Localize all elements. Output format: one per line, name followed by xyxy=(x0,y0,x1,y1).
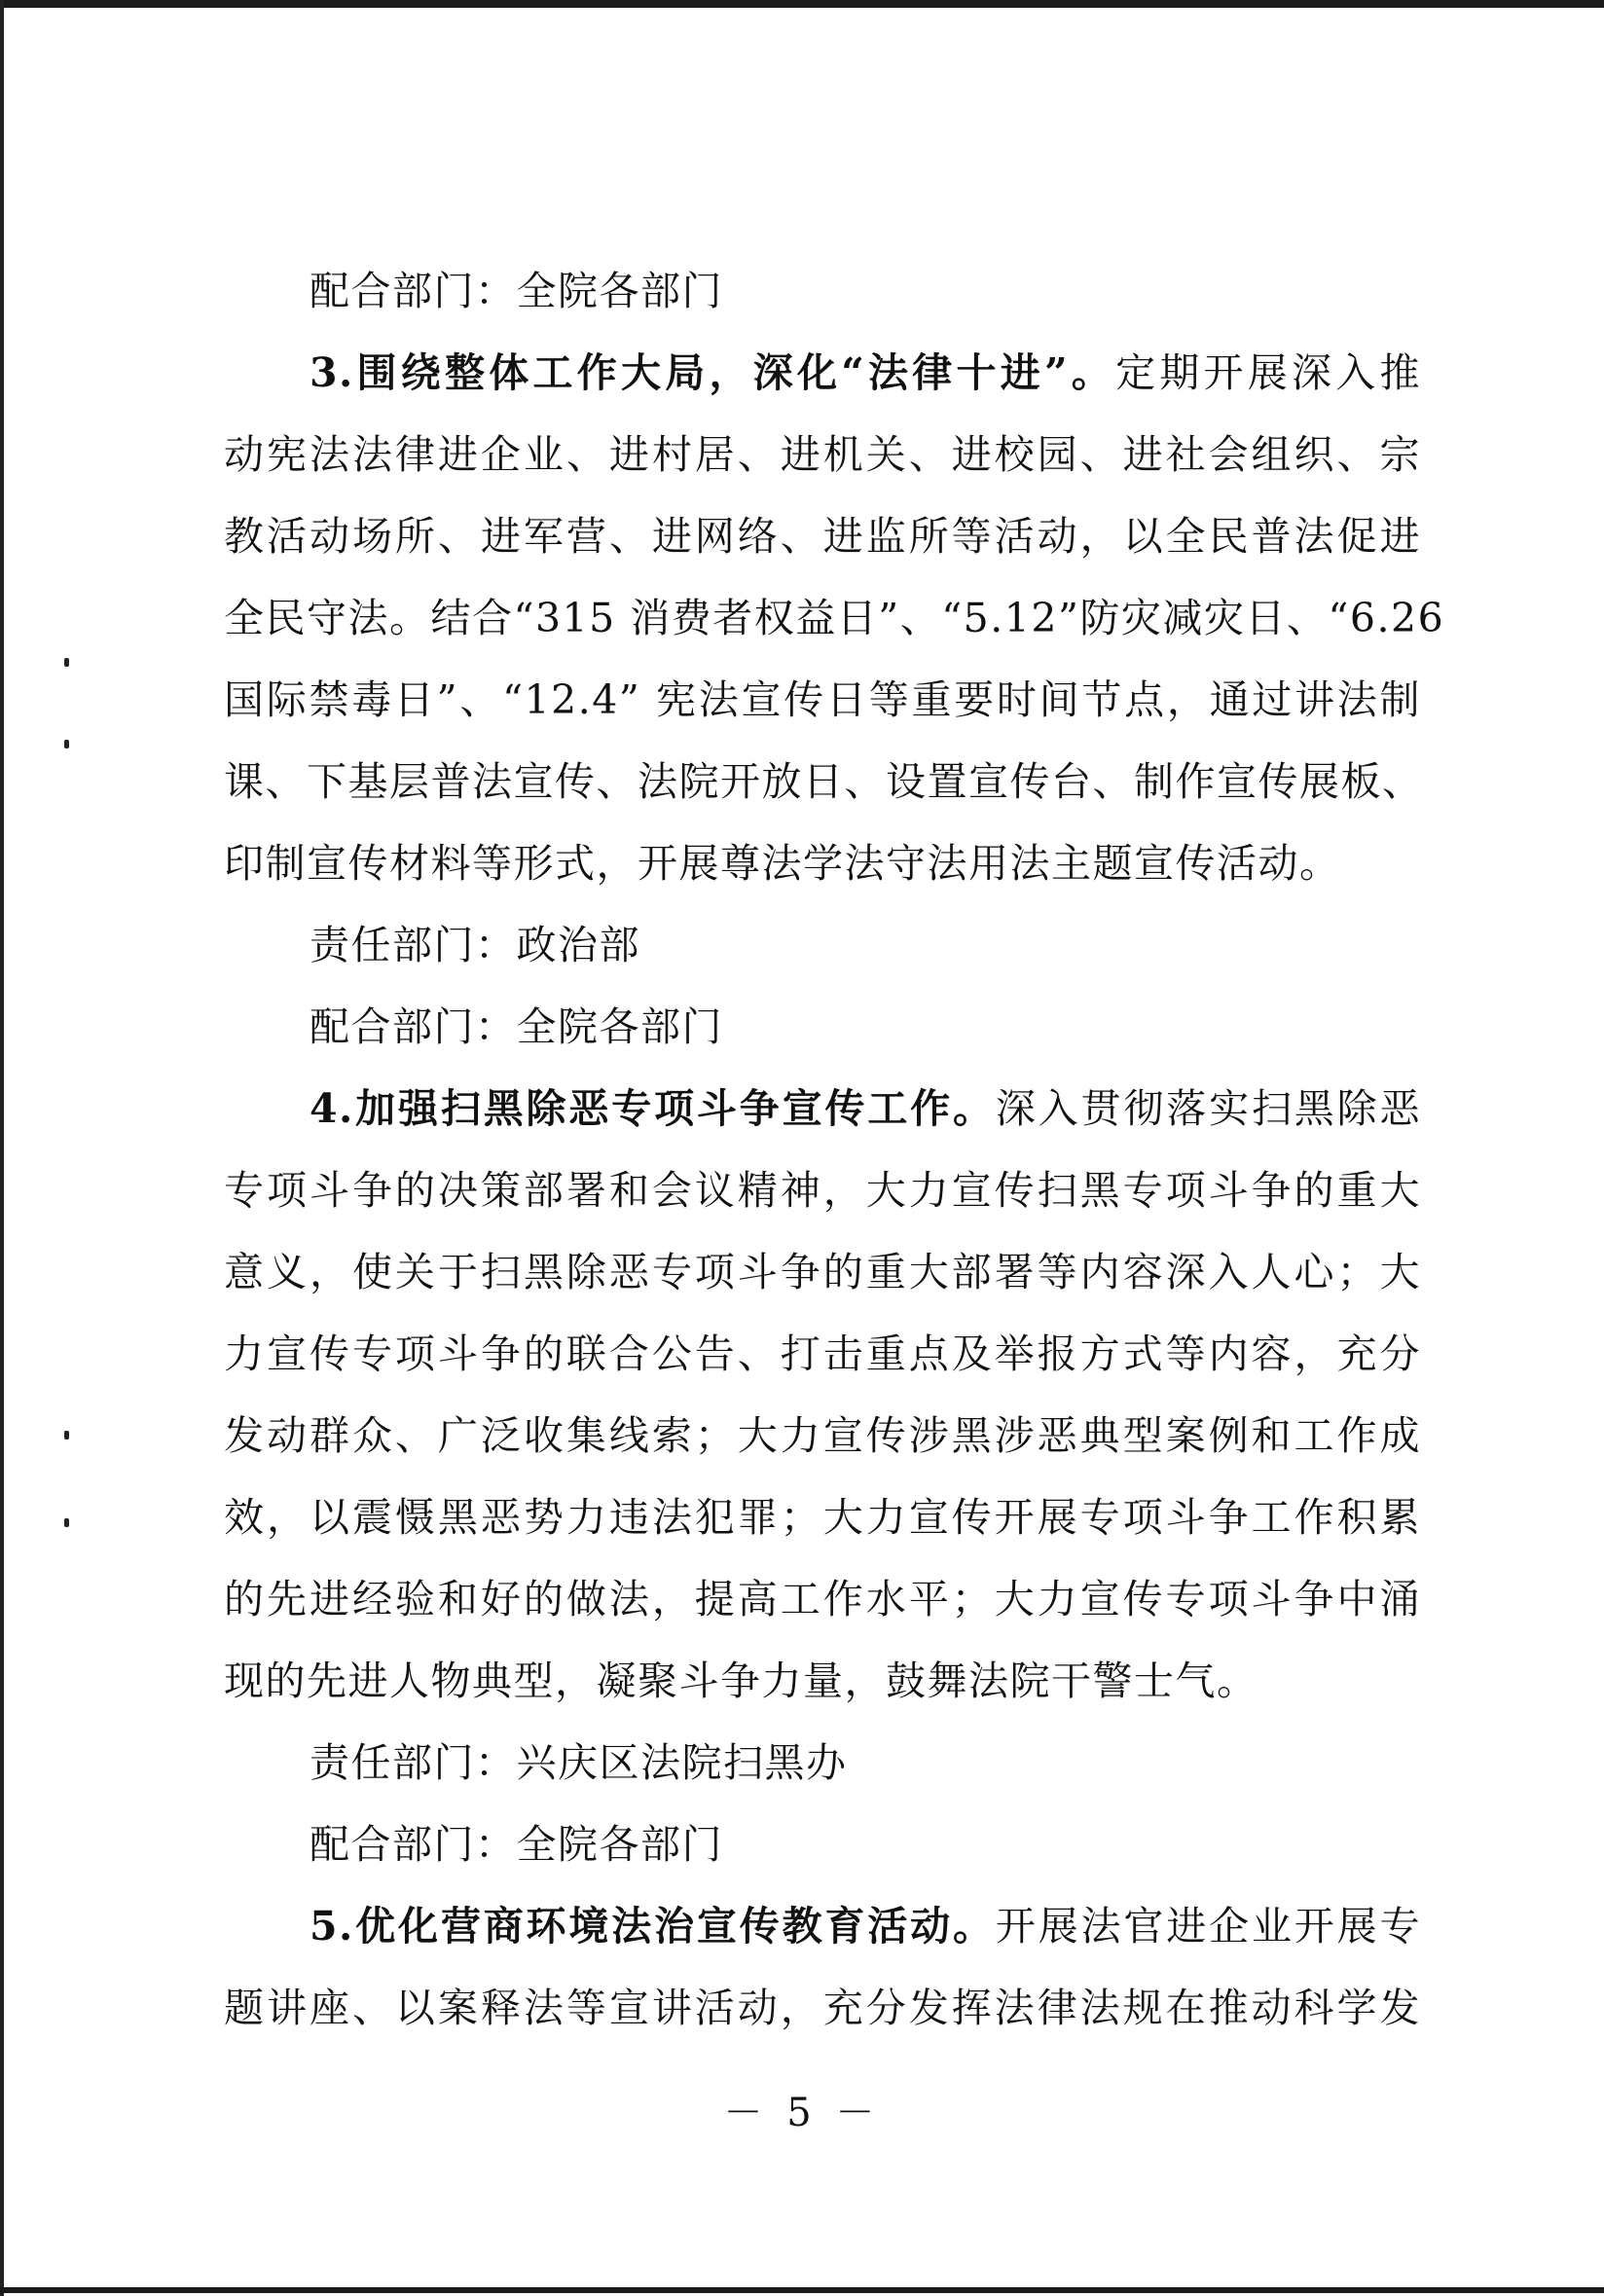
binding-hole-mark xyxy=(64,1518,69,1527)
responsible-department-line xyxy=(310,1724,1421,1802)
line-text: 定期开展深入推 xyxy=(1115,349,1422,396)
line-text: 发动群众、广泛收集线索；大力宣传涉黑涉恶典型案例和工作成 xyxy=(224,1412,1421,1459)
line-text: 配合部门：全院各部门 xyxy=(310,1003,723,1050)
line-text: 印制宣传材料等形式，开展尊法学法守法用法主题宣传活动。 xyxy=(224,840,1341,887)
line-text: 现的先进人物典型，凝聚斗争力量，鼓舞法院干警士气。 xyxy=(224,1658,1258,1704)
body-line xyxy=(224,743,1424,820)
line-text: 全民守法。结合“315 消费者权益日”、“5.12”防灾减灾日、“6.26 xyxy=(224,595,1445,641)
body-line xyxy=(224,416,1421,493)
line-text: 责任部门：政治部 xyxy=(310,922,640,968)
line-text: 力宣传专项斗争的联合公告、打击重点及举报方式等内容，充分 xyxy=(224,1330,1421,1377)
body-line xyxy=(224,1642,1421,1720)
cooperating-department-line xyxy=(310,988,1421,1066)
line-text: 教活动场所、进军营、进网络、进监所等活动，以全民普法促进 xyxy=(224,513,1421,560)
responsible-department-line xyxy=(310,906,1421,984)
body-line xyxy=(224,661,1421,739)
body-line xyxy=(224,824,1421,902)
section-4-heading-line xyxy=(310,1070,1421,1148)
line-text: 开展法官进企业开展专 xyxy=(995,1903,1422,1950)
line-text: 意义，使关于扫黑除恶专项斗争的重大部署等内容深入人心；大 xyxy=(224,1249,1421,1295)
line-text: 深入贯彻落实扫黑除恶 xyxy=(995,1085,1422,1132)
cooperating-department-line xyxy=(310,1805,1421,1883)
scan-border-top xyxy=(0,0,1604,8)
section-5-heading-line xyxy=(310,1887,1421,1965)
page-number: － 5 － xyxy=(723,2091,881,2135)
line-text: 配合部门：全院各部门 xyxy=(310,1821,723,1868)
line-text: 的先进经验和好的做法，提高工作水平；大力宣传专项斗争中涌 xyxy=(224,1576,1421,1622)
body-line xyxy=(224,1478,1421,1556)
scan-border-left xyxy=(0,0,4,2296)
body-line xyxy=(224,1560,1421,1638)
body-line xyxy=(224,497,1421,575)
line-text: 动宪法法律进企业、进村居、进机关、进校园、进社会组织、宗 xyxy=(224,431,1421,478)
section-3-heading: 3.围绕整体工作大局，深化“法律十进”。 xyxy=(310,349,1116,396)
body-line xyxy=(224,1397,1421,1475)
body-line xyxy=(224,579,1445,657)
body-line xyxy=(224,1315,1421,1393)
binding-hole-mark xyxy=(64,740,69,748)
body-line xyxy=(224,1233,1421,1311)
line-text: 题讲座、以案释法等宣讲活动，充分发挥法律法规在推动科学发 xyxy=(224,1985,1421,2031)
section-5-heading: 5.优化营商环境法治宣传教育活动。 xyxy=(310,1903,996,1950)
body-line xyxy=(224,1969,1421,2047)
line-text: 国际禁毒日”、“12.4” 宪法宣传日等重要时间节点，通过讲法制 xyxy=(224,676,1421,723)
binding-hole-mark xyxy=(64,658,69,667)
line-text: 专项斗争的决策部署和会议精神，大力宣传扫黑专项斗争的重大 xyxy=(224,1167,1421,1214)
binding-hole-mark xyxy=(64,1431,69,1440)
line-text: 课、下基层普法宣传、法院开放日、设置宣传台、制作宣传展板、 xyxy=(224,758,1424,805)
scan-border-bottom xyxy=(0,2287,1604,2293)
section-4-heading: 4.加强扫黑除恶专项斗争宣传工作。 xyxy=(310,1085,996,1132)
line-text: 效，以震慑黑恶势力违法犯罪；大力宣传开展专项斗争工作积累 xyxy=(224,1494,1421,1541)
cooperating-department-line xyxy=(310,252,1421,330)
line-text: 配合部门：全院各部门 xyxy=(310,268,723,314)
body-line xyxy=(224,1151,1421,1229)
line-text: 责任部门：兴庆区法院扫黑办 xyxy=(310,1739,848,1786)
section-3-heading-line xyxy=(310,334,1421,412)
